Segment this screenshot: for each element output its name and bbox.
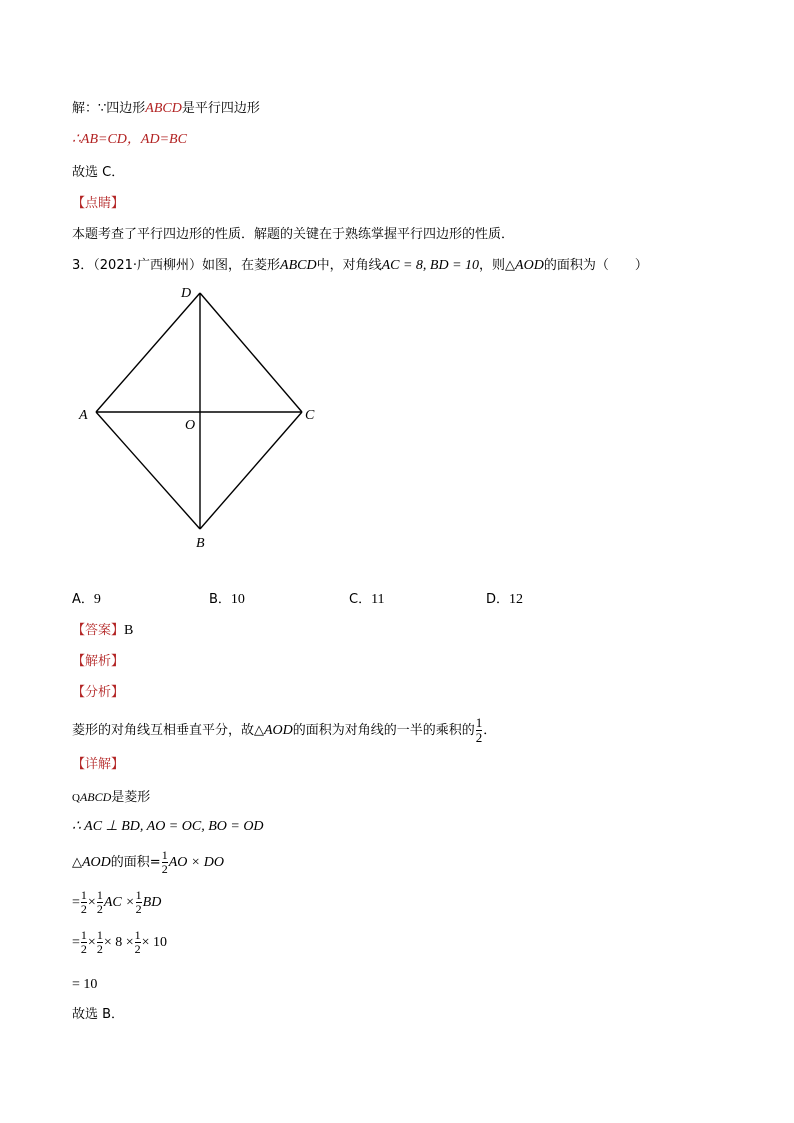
detail-line4-frac1 [81,889,87,916]
option-a-letter: A． [72,592,94,607]
detail-line4: = $\frac{1}{2}$ × $\frac{1}{2}$ AC × $\frac{1}{2}$ BD [72,888,162,916]
detail-because-symbol: Q [72,792,80,804]
fenxi-heading: 【分析】 [72,685,125,700]
detail-line4-frac2-num: 1 [96,888,103,902]
question-stem-diagonals: AC = 8, BD = 10 [381,258,480,273]
prev-solution-line2: ∴AB=CD，AD=BC [72,132,187,147]
detail-line5-frac2-num: 1 [96,928,103,942]
detail-line6: = 10 [72,977,98,992]
prev-solution-line1 [72,100,260,118]
detail-line5-frac3 [135,929,141,956]
detail-line3 [72,848,224,878]
option-b-letter: B． [209,592,231,607]
detail-line4-frac3-num: 1 [135,888,142,902]
question-source: （2021·广西柳州） [93,258,202,273]
answer-line [72,622,133,640]
detail-heading: 【详解】 [72,757,125,772]
label-b: B [196,536,205,551]
detail-line1-suffix: 是菱形 [111,790,151,805]
side-ab [96,412,200,529]
detail-line4-frac3 [136,889,142,916]
fenxi-text-end: ． [483,723,497,738]
detail-line5-b: × 10 [141,935,168,950]
detail-line4-frac2 [97,889,103,916]
question-stem-part3: ，则△ [479,258,516,273]
option-d [486,591,523,609]
fenxi-frac-den: 2 [475,730,483,745]
detail-line7: 故选 B． [72,1007,125,1022]
question-stem [72,257,648,275]
label-d: D [181,286,192,301]
analysis-heading: 【解析】 [72,654,125,669]
detail-line3-frac-den: 2 [161,862,168,876]
detail-line5: = $\frac{1}{2}$ × $\frac{1}{2}$ × 8 × $\frac{1}{2}$ × 10 [72,928,168,956]
question-stem-part1: 如图，在菱形 [202,258,281,273]
detail-line5-frac1-den: 2 [80,942,87,956]
detail-line3-var: AOD [82,855,111,870]
label-a: A [79,408,88,423]
comment-text: 本题考查了平行四边形的性质．解题的关键在于熟练掌握平行四边形的性质． [72,227,515,242]
option-b [209,591,245,609]
side-dc [200,293,302,412]
detail-line4-frac2-den: 2 [96,902,103,916]
options-row [72,591,672,609]
option-c [349,591,385,609]
detail-line5-frac2 [97,929,103,956]
detail-line4-b: BD [142,895,162,910]
detail-line3-frac-num: 1 [161,848,168,862]
detail-line5-frac2-den: 2 [96,942,103,956]
detail-line5-a: × 8 × [103,935,134,950]
fenxi-text-var: AOD [264,723,293,738]
option-a-value: 9 [93,592,101,607]
detail-line2: ∴ AC ⊥ BD, AO = OC, BO = OD [72,819,264,834]
side-da [96,293,200,412]
label-o: O [185,418,196,433]
detail-line5-frac1-num: 1 [80,928,87,942]
prev-solution-line3: 故选 C． [72,165,125,180]
detail-line3-frac [162,849,168,876]
prev-solution-line1-suffix: 是平行四边形 [181,101,260,116]
fenxi-text [72,716,496,745]
option-a [72,591,101,609]
prev-solution-line1-prefix: 解：∵四边形 [72,101,146,116]
comment-heading: 【点睛】 [72,196,125,211]
detail-line5-frac3-den: 2 [134,942,141,956]
detail-line3-prefix: △ [72,855,82,870]
fenxi-frac-num: 1 [475,715,483,730]
option-d-letter: D． [486,592,510,607]
detail-line4-frac3-den: 2 [135,902,142,916]
prev-solution-line1-var: ABCD [145,101,182,116]
label-c: C [305,408,315,423]
question-stem-part2: 中，对角线 [316,258,382,273]
fenxi-text-part1: 菱形的对角线互相垂直平分，故△ [72,723,264,738]
detail-line3-expr: AO × DO [168,855,225,870]
question-stem-part4: 的面积为（ ） [543,258,648,273]
fenxi-text-part2: 的面积为对角线的一半的乘积的 [292,723,475,738]
option-c-letter: C． [349,592,372,607]
detail-line5-frac3-num: 1 [134,928,141,942]
answer-value: B [124,623,134,638]
question-stem-var: ABCD [280,258,317,273]
detail-line5-frac1 [81,929,87,956]
fenxi-fraction [476,716,483,745]
side-cb [200,412,302,529]
option-b-value: 10 [230,592,245,607]
detail-line3-mid: 的面积= [110,855,161,870]
detail-line4-a: AC × [103,895,135,910]
detail-line1 [72,788,150,807]
detail-line4-frac1-num: 1 [80,888,87,902]
question-number: 3． [72,258,94,273]
detail-line4-frac1-den: 2 [80,902,87,916]
detail-line1-var: ABCD [79,790,112,804]
question-stem-aod: AOD [515,258,544,273]
option-d-value: 12 [509,592,524,607]
answer-heading: 【答案】 [72,623,125,638]
option-c-value: 11 [371,592,385,607]
